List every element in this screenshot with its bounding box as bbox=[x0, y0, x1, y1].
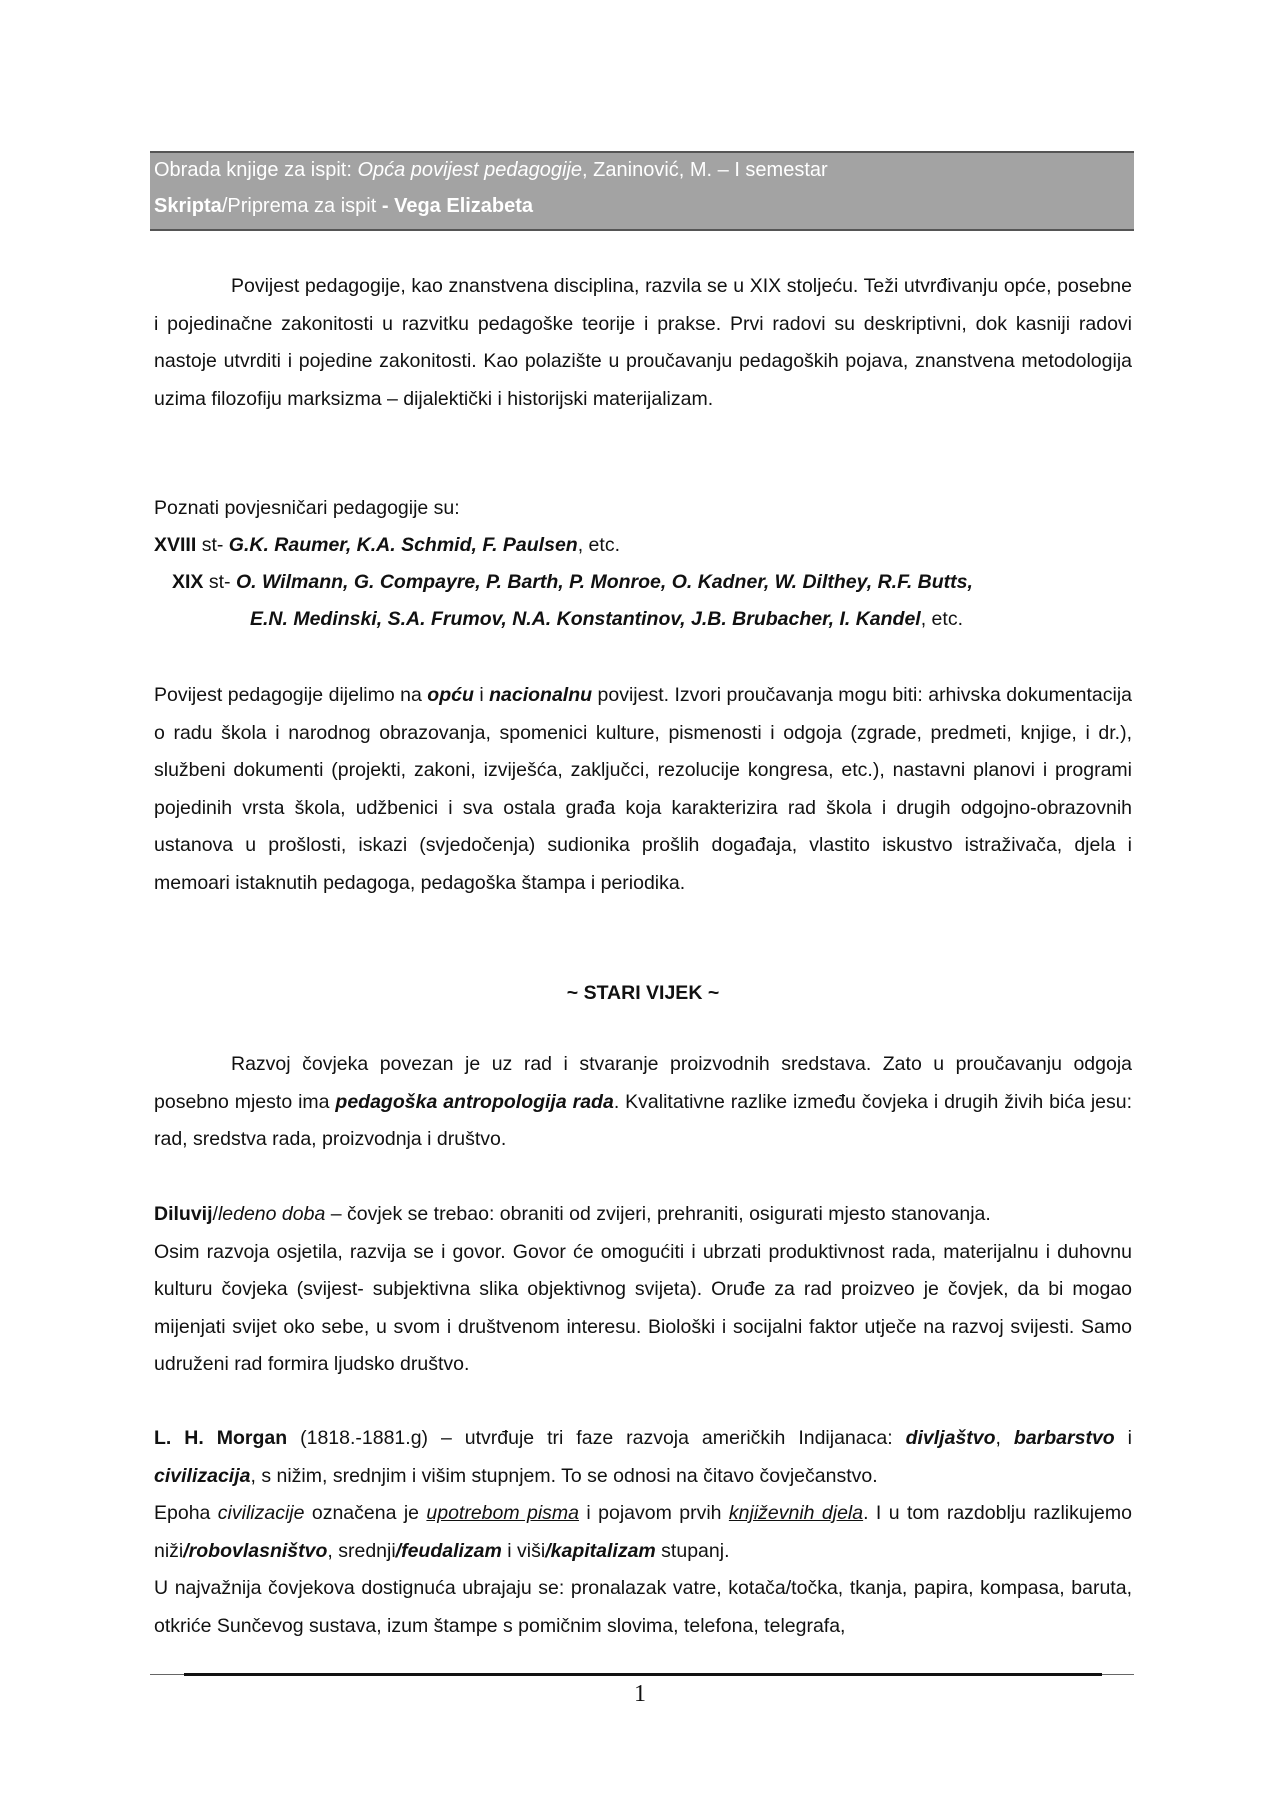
historians-heading: Poznati povjesničari pedagogije su: bbox=[154, 497, 460, 519]
author-name: - Vega Elizabeta bbox=[381, 195, 534, 217]
historians-xviii: XVIII st- G.K. Raumer, K.A. Schmid, F. Paulsen, etc. bbox=[154, 534, 620, 556]
page-number: 1 bbox=[634, 1681, 646, 1707]
footer-rule-bold bbox=[184, 1673, 1102, 1676]
diluvij-paragraph: Diluvij/ledeno doba – čovjek se trebao: obraniti od zvijeri, prehraniti, osigurati mjesto stanovanja. Osim razvoja osjetila, razvija se i govor. Govor će omogućiti i ubrzati produktivnost rada, materijalnu i duhovnu kulturu čovjeka (svijest- subjektivna slika objektivnog svijeta). Oruđe za rad proizveo je čovjek, da bi mogao mijenjati svijet oko sebe, u svom i društvenom interesu. Biološki i socijalni faktor utječe na razvoj svijesti. Samo udruženi rad formira ljudsko društvo. bbox=[154, 1203, 1132, 1375]
document-header bbox=[150, 151, 1134, 231]
development-paragraph: Razvoj čovjeka povezan je uz rad i stvaranje proizvodnih sredstava. Zato u proučavanju odgoja posebno mjesto ima pedagoška antropologija rada. Kvalitativne razlike između čovjeka i drugih živih bića jesu: rad, sredstva rada, proizvodnja i društvo. bbox=[154, 1053, 1133, 1150]
historians-xix-continued: E.N. Medinski, S.A. Frumov, N.A. Konstantinov, J.B. Brubacher, I. Kandel, etc. bbox=[250, 608, 963, 630]
morgan-paragraph: L. H. Morgan (1818.-1881.g) – utvrđuje tri faze razvoja američkih Indijanaca: divljaštvo, barbarstvo i civilizacija, s nižim, srednjim i višim stupnjem. To se odnosi na čitavo čovječanstvo. Epoha civilizacije označena je upotrebom pisma i pojavom prvih književnih djela. I u tom razdoblju razlikujemo niži/robovlasništvo, srednji/feudalizam i viši/kapitalizam stupanj. U najvažnija čovjekova dostignuća ubrajaju se: pronalazak vatre, kotača/točka, tkanja, papira, kompasa, baruta, otkriće Sunčevog sustava, izum štampe s pomičnim slovima, telefona, telegrafa, bbox=[154, 1427, 1133, 1637]
section-title: ~ STARI VIJEK ~ bbox=[566, 982, 720, 1004]
header-course-line: Obrada knjige za ispit: Opća povijest pedagogije, Zaninović, M. – I semestar bbox=[154, 159, 828, 181]
historians-xix: XIX st- O. Wilmann, G. Compayre, P. Barth, P. Monroe, O. Kadner, W. Dilthey, R.F. Butts, bbox=[172, 571, 973, 593]
intro-paragraph: Povijest pedagogije, kao znanstvena disciplina, razvila se u XIX stoljeću. Teži utvrđivanju opće, posebne i pojedinačne zakonitosti u razvitku pedagoške teorije i prakse. Prvi radovi su deskriptivni, dok kasniji radovi nastoje utvrditi i pojedine zakonitosti. Kao polazište u proučavanju pedagoških pojava, znanstvena metodologija uzima filozofiju marksizma – dijalektički i historijski materijalizam. bbox=[154, 275, 1132, 410]
division-paragraph: Povijest pedagogije dijelimo na opću i nacionalnu povijest. Izvori proučavanja mogu biti: arhivska dokumentacija o radu škola i narodnog obrazovanja, spomenici kulture, pismenosti i odgoja (zgrade, predmeti, knjige, i dr.), službeni dokumenti (projekti, zakoni, izviješća, zaključci, rezolucije kongresa, etc.), nastavni planovi i programi pojedinih vrsta škola, udžbenici i sva ostala građa koja karakterizira rad škola i drugih odgojno-obrazovnih ustanova u prošlosti, iskazi (svjedočenja) sudionika prošlih događaja, vlastito iskustvo istraživača, djela i memoari istaknutih pedagoga, pedagoška štampa i periodika. bbox=[154, 684, 1133, 894]
book-title: Opća povijest pedagogije bbox=[357, 159, 583, 181]
header-author-line: Skripta/Priprema za ispit - Vega Elizabeta bbox=[154, 195, 534, 217]
